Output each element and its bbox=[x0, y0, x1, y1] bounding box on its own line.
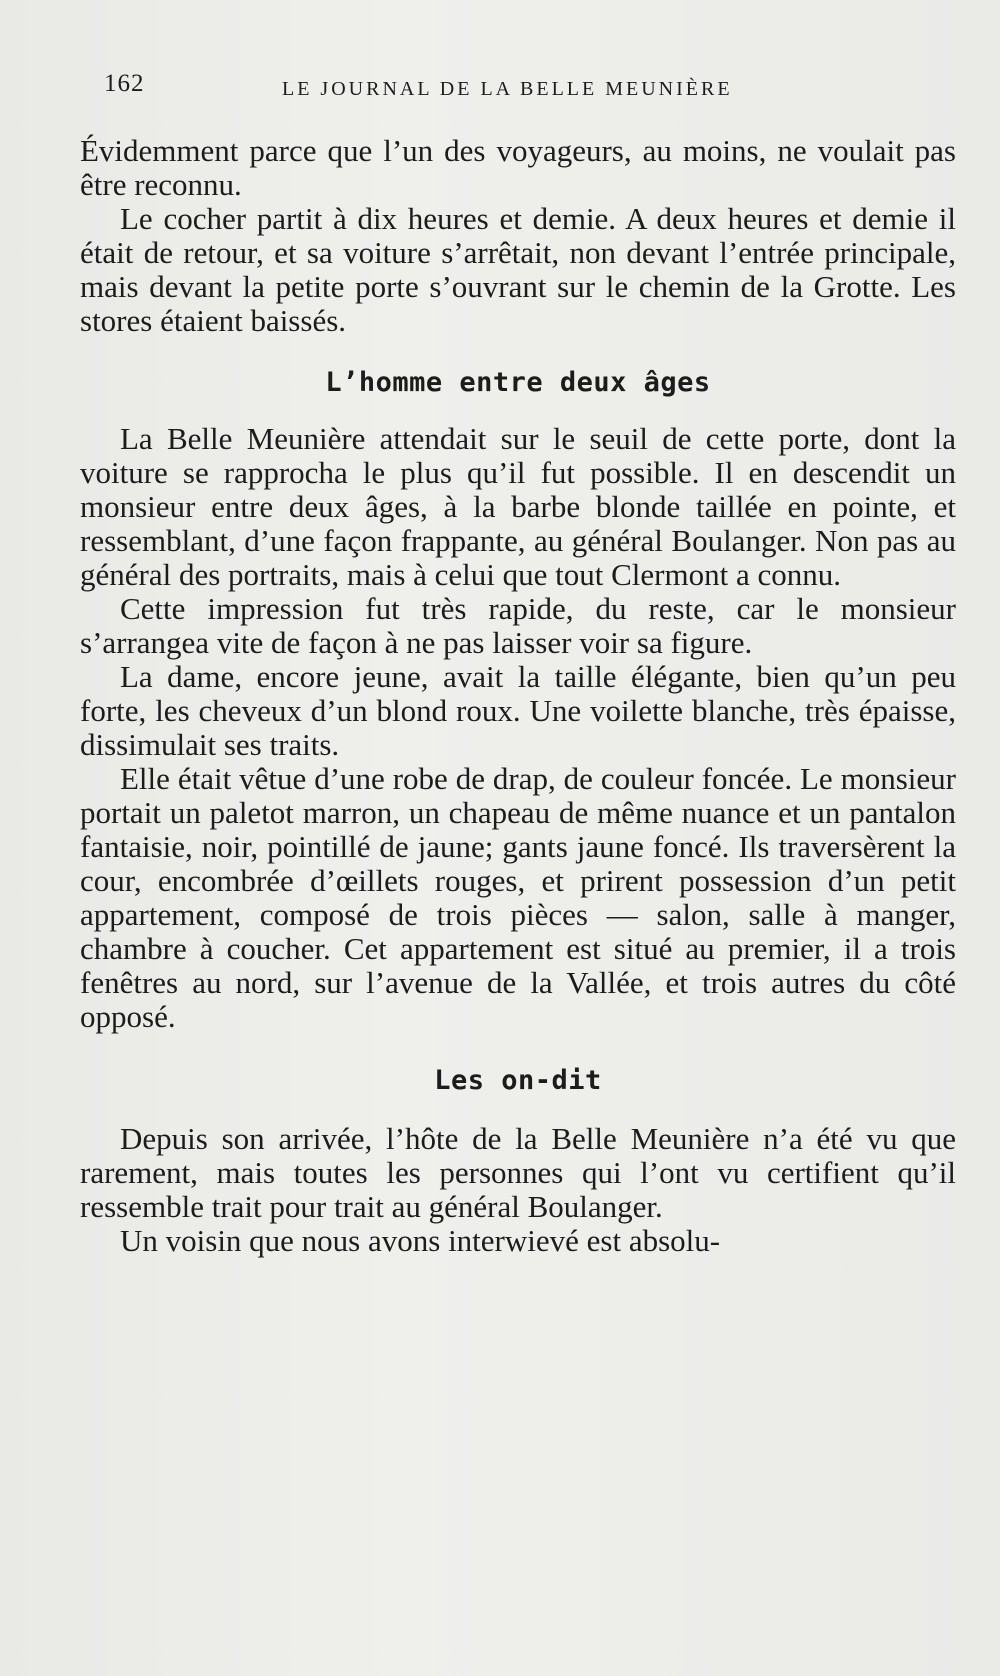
paragraph-5: La dame, encore jeune, avait la taille élégante, bien qu’un peu forte, les cheveux d’un blond roux. Une voilette blanche, très épaisse, dissimulait ses traits. bbox=[80, 659, 956, 762]
paragraph-3: La Belle Meunière attendait sur le seuil de cette porte, dont la voiture se rapprocha le plus qu’il fut possible. Il en descendit un monsieur entre deux âges, à la barbe blonde taillée en pointe, et ressemblant, d’une façon frappante, au général Boulanger. Non pas au général des portraits, mais à celui que tout Clermont a connu. bbox=[80, 421, 956, 592]
paragraph-2: Le cocher partit à dix heures et demie. A deux heures et demie il était de retour, et sa voiture s’arrêtait, non devant l’entrée principale, mais devant la petite porte s’ouvrant sur le chemin de la Grotte. Les stores étaient baissés. bbox=[80, 201, 956, 338]
paragraph-1: Évidemment parce que l’un des voyageurs, au moins, ne voulait pas être reconnu. bbox=[80, 133, 956, 202]
paragraph-4: Cette impression fut très rapide, du reste, car le monsieur s’arrangea vite de façon à ne pas laisser voir sa figure. bbox=[80, 591, 956, 660]
section-heading-2: Les on-dit bbox=[434, 1065, 602, 1096]
page-number: 162 bbox=[104, 70, 145, 97]
paragraph-7: Depuis son arrivée, l’hôte de la Belle Meunière n’a été vu que rarement, mais toutes les personnes qui l’ont vu certifient qu’il ressemble trait pour trait au général Boulanger. bbox=[80, 1121, 956, 1224]
running-head bbox=[104, 70, 790, 110]
body-text bbox=[80, 134, 956, 1258]
paragraph-6: Elle était vêtue d’une robe de drap, de couleur foncée. Le monsieur portait un paletot marron, un chapeau de même nuance et un pantalon fantaisie, noir, pointillé de jaune; gants jaune foncé. Ils traversèrent la cour, encombrée d’œillets rouges, et prirent possession d’un petit appartement, composé de trois pièces — salon, salle à manger, chambre à coucher. Cet appartement est situé au premier, il a trois fenêtres au nord, sur l’avenue de la Vallée, et trois autres du côté opposé. bbox=[80, 761, 956, 1034]
paragraph-8: Un voisin que nous avons interwievé est absolu- bbox=[120, 1223, 721, 1258]
running-title: LE JOURNAL DE LA BELLE MEUNIÈRE bbox=[282, 78, 733, 100]
section-heading-1: L’homme entre deux âges bbox=[325, 367, 711, 398]
